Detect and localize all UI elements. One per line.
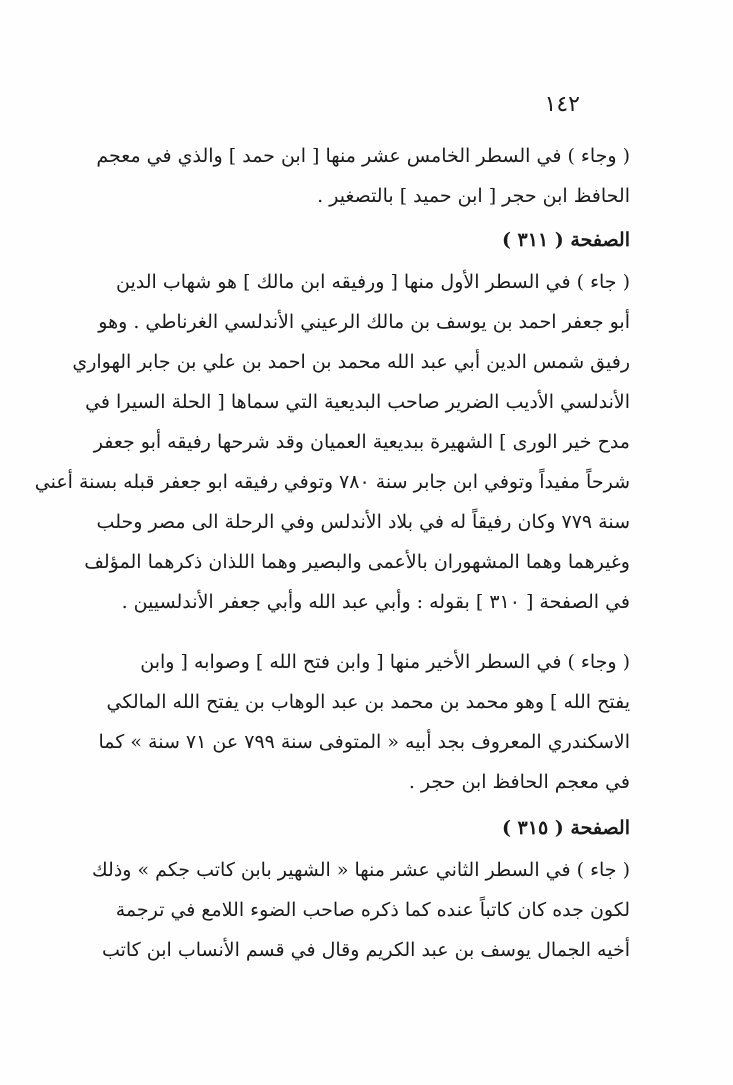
text-line: ( وجاء ) في السطر الخامس عشر منها [ ابن حمد ] والذي في معجم [96, 145, 630, 167]
text-line: الحافظ ابن حجر [ ابن حميد ] بالتصغير . [317, 185, 630, 207]
text-line: الأندلسي الأديب الضرير صاحب البديعية التي سماها [ الحلة السيرا في [85, 391, 630, 413]
text-line: ( جاء ) في السطر الأول منها [ ورفيقه ابن مالك ] هو شهاب الدين [116, 271, 630, 293]
text-line: ( جاء ) في السطر الثاني عشر منها « الشهير بابن كاتب جكم » وذلك [92, 859, 630, 881]
page-number: ١٤٢ [544, 92, 580, 117]
paragraph-2 [34, 262, 630, 622]
text-line: سنة ٧٧٩ وكان رفيقاً له في بلاد الأندلس وفي الرحلة الى مصر وحلب [96, 511, 630, 533]
text-line: في معجم الحافظ ابن حجر . [408, 771, 630, 793]
section-heading-315 [100, 808, 630, 848]
text-line: رفيق شمس الدين أبي عبد الله محمد بن احمد بن علي بن جابر الهواري [72, 351, 630, 373]
text-line: في الصفحة [ ٣١٠ ] بقوله : وأبي عبد الله وأبي جعفر الأندلسيين . [121, 591, 630, 613]
text-line: أخيه الجمال يوسف بن عبد الكريم وقال في قسم الأنساب ابن كاتب [101, 939, 630, 961]
paragraph-1 [96, 136, 630, 216]
paragraph-4 [92, 850, 630, 970]
text-line: ( وجاء ) في السطر الأخير منها [ وابن فتح الله ] وصوابه [ وابن [140, 651, 630, 673]
section-heading: الصفحة ( ٣١١ ) [501, 229, 630, 251]
text-line: شرحاً مفيداً وتوفي ابن جابر سنة ٧٨٠ وتوفي رفيقه ابو جعفر قبله بسنة أعني [34, 471, 630, 493]
text-line: وغيرهما وهما المشهوران بالأعمى والبصير وهما اللذان ذكرهما المؤلف [84, 551, 630, 573]
text-line: لكون جده كان كاتباً عنده كما ذكره صاحب الضوء اللامع في ترجمة [115, 899, 630, 921]
section-heading: الصفحة ( ٣١٥ ) [501, 817, 630, 839]
paragraph-3 [100, 642, 630, 802]
text-line: يفتح الله ] وهو محمد بن محمد بن عبد الوهاب بن يفتح الله المالكي [106, 691, 630, 713]
section-heading-311 [100, 220, 630, 260]
text-line: أبو جعفر احمد بن يوسف بن مالك الرعيني الأندلسي الغرناطي . وهو [98, 311, 630, 333]
text-line: مدح خير الورى ] الشهيرة ببديعية العميان وقد شرحها رفيقه أبو جعفر [93, 431, 630, 453]
text-line: الاسكندري المعروف بجد أبيه « المتوفى سنة ٧٩٩ عن ٧١ سنة » كما [98, 731, 630, 753]
